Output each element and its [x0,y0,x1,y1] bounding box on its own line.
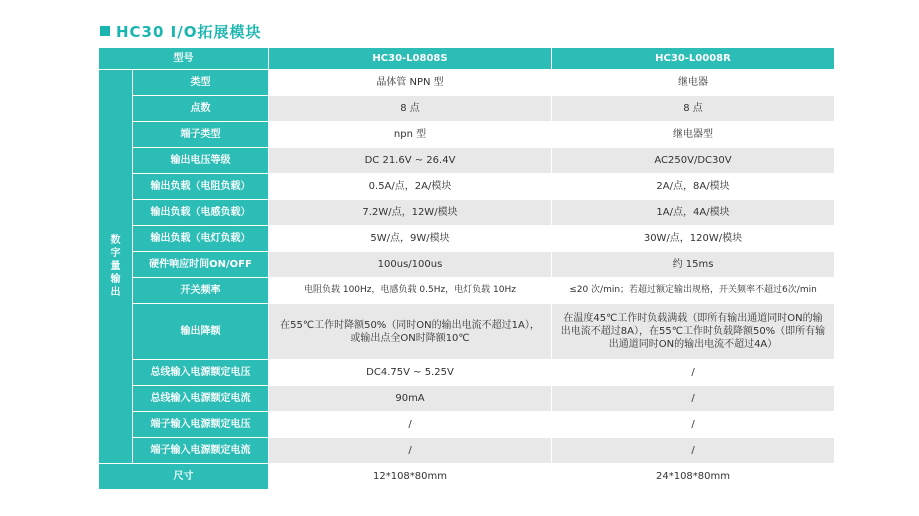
row-label: 点数 [133,96,269,122]
row-label: 类型 [133,70,269,96]
table-row [99,226,835,252]
table-row [99,360,835,386]
size-label: 尺寸 [99,464,269,490]
model-2: HC30-L0008R [552,48,835,70]
row-label: 开关频率 [133,278,269,304]
value-model-2: ≤20 次/min；若超过额定输出规格，开关频率不超过6次/min [552,278,835,304]
header-label: 型号 [99,48,269,70]
spec-table [98,47,835,490]
heading-title: HC30 I/O拓展模块 [116,22,262,41]
size-model-1: 12*108*80mm [269,464,552,490]
value-model-2: 8 点 [552,96,835,122]
table-row [99,278,835,304]
row-label: 输出负载（电感负载） [133,200,269,226]
value-model-1: / [269,412,552,438]
value-model-1: 晶体管 NPN 型 [269,70,552,96]
row-label: 端子类型 [133,122,269,148]
value-model-1: 在55℃工作时降额50%（同时ON的输出电流不超过1A），或输出点全ON时降额10℃ [269,304,552,360]
table-row [99,148,835,174]
table-row [99,412,835,438]
table-row [99,438,835,464]
row-label: 总线输入电源额定电流 [133,386,269,412]
value-model-2: AC250V/DC30V [552,148,835,174]
value-model-2: 继电器型 [552,122,835,148]
row-label: 输出负载（电阻负载） [133,174,269,200]
value-model-2: 30W/点，120W/模块 [552,226,835,252]
table-row [99,174,835,200]
value-model-2: 继电器 [552,70,835,96]
value-model-2: 2A/点，8A/模块 [552,174,835,200]
row-label: 硬件响应时间ON/OFF [133,252,269,278]
size-model-2: 24*108*80mm [552,464,835,490]
value-model-1: DC 21.6V ~ 26.4V [269,148,552,174]
section-heading [100,20,261,42]
table-row [99,70,835,96]
row-label: 输出降额 [133,304,269,360]
value-model-1: DC4.75V ~ 5.25V [269,360,552,386]
value-model-1: npn 型 [269,122,552,148]
value-model-1: 0.5A/点，2A/模块 [269,174,552,200]
value-model-1: / [269,438,552,464]
heading-square-icon [100,26,110,36]
value-model-1: 8 点 [269,96,552,122]
table-row [99,200,835,226]
value-model-2: / [552,360,835,386]
row-label: 输出电压等级 [133,148,269,174]
header-row [99,48,835,70]
table-row [99,122,835,148]
row-label: 端子输入电源额定电压 [133,412,269,438]
table-row [99,304,835,360]
group-label: 数 字 量 输 出 [99,70,133,464]
value-model-2: / [552,386,835,412]
table-row [99,252,835,278]
row-label: 端子输入电源额定电流 [133,438,269,464]
row-label: 输出负载（电灯负载） [133,226,269,252]
value-model-2: / [552,412,835,438]
value-model-2: 1A/点，4A/模块 [552,200,835,226]
value-model-1: 90mA [269,386,552,412]
value-model-2: / [552,438,835,464]
value-model-1: 5W/点，9W/模块 [269,226,552,252]
size-row [99,464,835,490]
table-row [99,96,835,122]
model-1: HC30-L0808S [269,48,552,70]
table-row [99,386,835,412]
row-label: 总线输入电源额定电压 [133,360,269,386]
value-model-2: 约 15ms [552,252,835,278]
value-model-1: 100us/100us [269,252,552,278]
value-model-1: 7.2W/点，12W/模块 [269,200,552,226]
value-model-2: 在温度45℃工作时负载满载（即所有输出通道同时ON的输出电流不超过8A），在55℃工作时负载降额50%（即所有输出通道同时ON的输出电流不超过4A） [552,304,835,360]
value-model-1: 电阻负载 100Hz，电感负载 0.5Hz，电灯负载 10Hz [269,278,552,304]
